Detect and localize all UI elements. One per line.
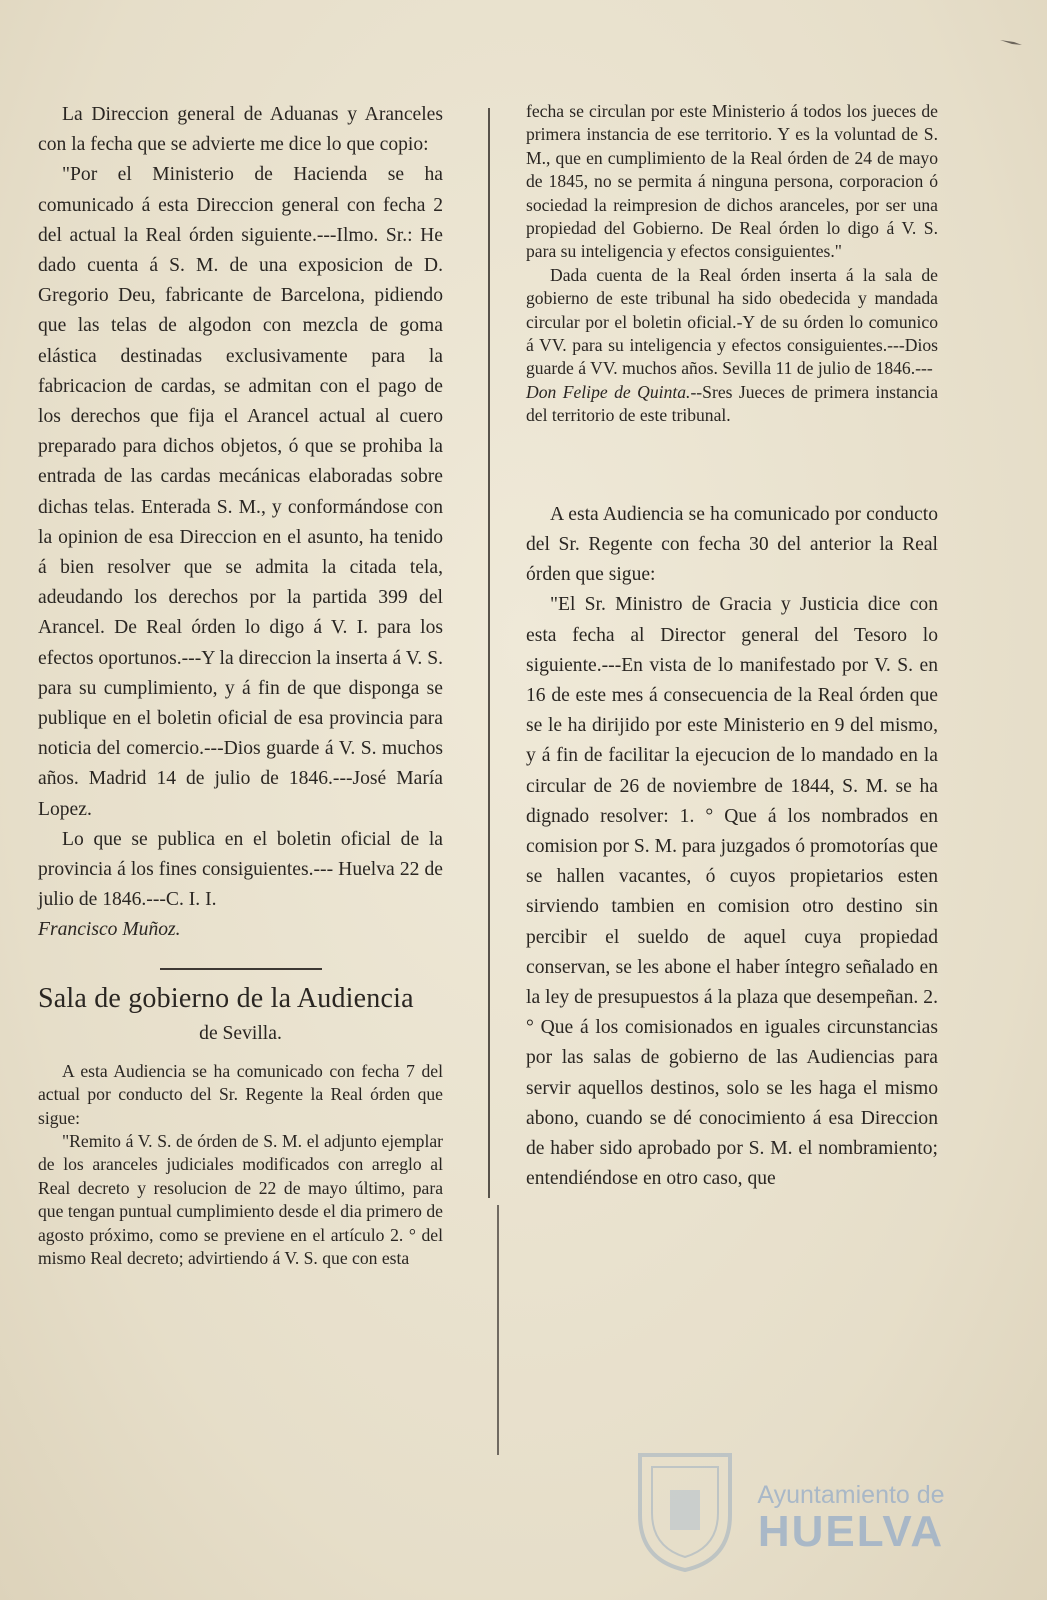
paragraph-aduanas-intro: La Direccion general de Aduanas y Aranceles con la fecha que se advierte me dice lo que copio: [38, 104, 443, 156]
shield-icon [630, 1445, 740, 1575]
section-rule [160, 968, 322, 970]
closing-rest: --Sres Jueces de primera instancia del territorio de este tribunal. [526, 381, 939, 426]
paragraph-regente: A esta Audiencia se ha comunicado por conducto del Sr. Regente con fecha 30 del anterior la Real órden que sigue: [526, 503, 938, 586]
signature-line [38, 915, 443, 945]
paragraph-audiencia-intro: A esta Audiencia se ha comunicado con fecha 7 del actual por conducto del Sr. Regente la Real órden que sigue: [38, 1060, 443, 1128]
paragraph-gracia-justicia: "El Sr. Ministro de Gracia y Justicia dice con esta fecha al Director general del Tesoro lo siguiente.---En vista de lo manifestado por V. S. en 16 de este mes á consecuencia de la Real órden que se le ha dirijido por este Ministerio en 9 del mismo, y á fin de facilitar la ejecucion de lo mandado en la circular de 26 de noviembre de 1844, S. M. se ha dignado resolver: 1. ° Que á los nombrados en comision por S. M. para juzgados ó promotorías que se hallen vacantes, ó cuyos propietarios esten sirviendo tambien en comision otro destino sin percibir el sueldo de aquel cuya propiedad conservan, se les abone el haber íntegro señalado en la ley de presupuestos á la plaza que desempeñan. 2. ° Que á los comisionados en iguales circunstancias por las salas de gobierno de las Audiencias para servir aquellos destinos, solo se les haga el mismo abono, cuando se dé conocimiento á esa Direccion de haber sido aprobado por S. M. el nombramiento; entendiéndose en otro caso, que [526, 594, 938, 1190]
signature-name: Francisco Muñoz. [38, 919, 181, 941]
watermark-logo [741, 1480, 961, 1554]
paragraph-hacienda-order: "Por el Ministerio de Hacienda se ha comunicado á esta Direccion general con fecha 2 del actual la Real órden siguiente.---Ilmo. Sr.: He dado cuenta á S. M. de una exposicion de D. Gregorio Deu, fabricante de Barcelona, pidiendo que las telas de algodon con mezcla de goma elástica destinadas exclusivamente para la fabricacion de cardas, se admitan con el pago de los derechos que fija el Arancel actual al cuero preparado para dichos objetos, ó que se prohiba la entrada de las cardas mecánicas elaboradas sobre dichas telas. Enterada S. M., y conformándose con la opinion de esa Direccion en el asunto, ha tenido á bien resolver que se admita la citada tela, adeudando los derechos por la partida 399 del Arancel. De Real órden lo digo á V. I. para los efectos oportunos.---Y la direccion la inserta á V. S. para su cumplimiento, y á fin de que disponga se publique en el boletin oficial de esa provincia para noticia del comercio.---Dios guarde á V. S. muchos años. Madrid 14 de julio de 1846.---José María Lopez. [38, 164, 444, 820]
paragraph-remito: "Remito á V. S. de órden de S. M. el adjunto ejemplar de los aranceles judiciales modificados con arreglo al Real decreto y resolucion de 22 de mayo último, para que tengan puntual cumplimiento desde el dia primero de agosto próximo, como se previene en el artículo 2. ° del mismo Real decreto; advirtiendo á V. S. que con esta [38, 1130, 443, 1268]
column-divider [488, 108, 490, 1198]
paragraph-aranceles-continued: fecha se circulan por este Ministerio á todos los jueces de primera instancia de ese territorio. Y es la voluntad de S. M., que en cumplimiento de la Real órden de 24 de mayo de 1845, no se permita á ninguna persona, corporacion ó sociedad la reimpresion de dichos aranceles, por ser una propiedad del Gobierno. De Real órden lo digo á V. S. para su inteligencia y efectos consiguientes." [526, 101, 938, 262]
watermark-line2: HUELVA [757, 1507, 945, 1556]
section-subheading: de Sevilla. [199, 1022, 282, 1044]
right-column [526, 100, 938, 1194]
column-divider-lower [497, 1205, 499, 1455]
watermark-line1: Ayuntamiento de [757, 1481, 945, 1509]
closing-name: Don Felipe de Quinta. [526, 381, 691, 402]
paragraph-publication: Lo que se publica en el boletin oficial de la provincia á los fines consiguientes.--- Huelva 22 de julio de 1846.---C. I. I. [38, 828, 443, 911]
closing-line [526, 381, 938, 428]
section-heading: Sala de gobierno de la Audiencia [38, 982, 414, 1014]
left-column [38, 100, 443, 1270]
corner-mark-icon [1000, 38, 1022, 46]
paragraph-dada-cuenta: Dada cuenta de la Real órden inserta á la sala de gobierno de este tribunal ha sido obedecida y mandada circular por el boletin oficial.-Y de su órden lo comunico á VV. para su inteligencia y efectos consiguientes.---Dios guarde á VV. muchos años. Sevilla 11 de julio de 1846.--- [526, 264, 938, 379]
section-gap [526, 428, 938, 500]
